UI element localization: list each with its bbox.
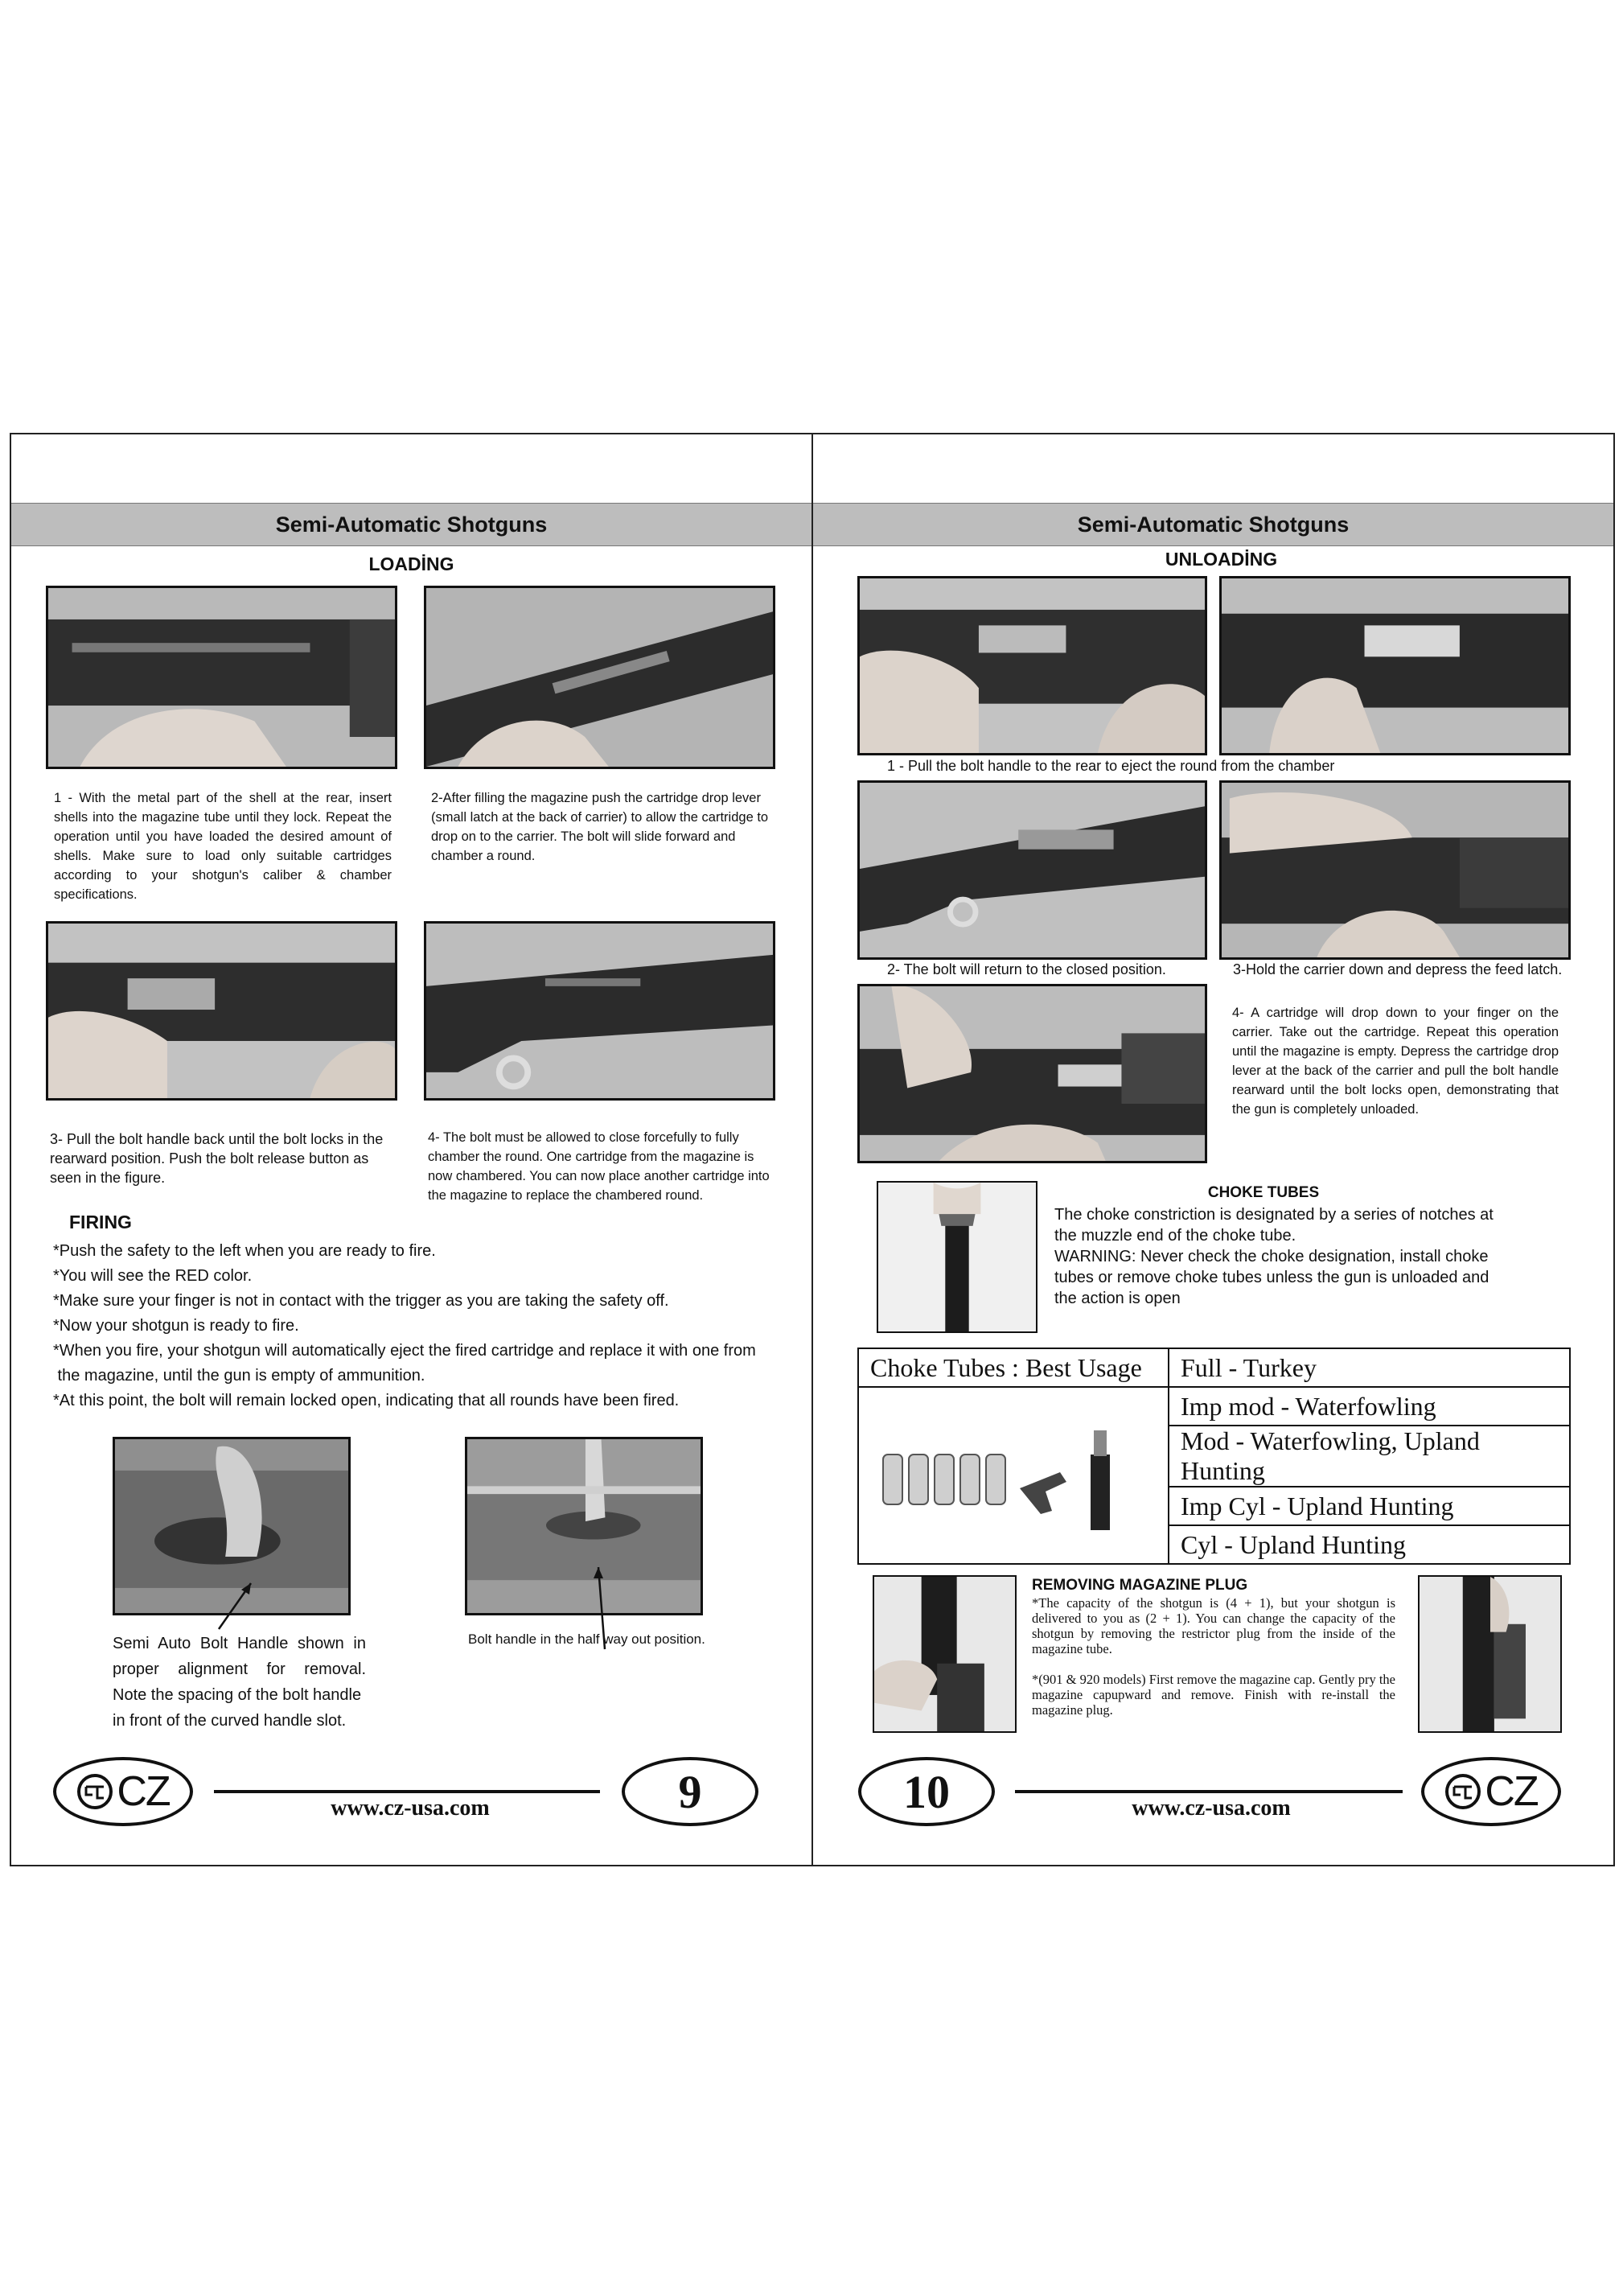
choke-tubes-text [1054, 1204, 1505, 1309]
choke-line-1: The choke constriction is designated by a series of notches at [1054, 1206, 1494, 1224]
firing-line-4: *Now your shotgun is ready to fire. [53, 1317, 299, 1335]
choke-tubes-title: CHOKE TUBES [1207, 1184, 1320, 1201]
photo-unloading-step4 [857, 984, 1207, 1163]
choke-row-imp-cyl: Imp Cyl - Upland Hunting [1169, 1487, 1570, 1525]
firing-line-3: *Make sure your finger is not in contact with the trigger as you are taking the safety off. [53, 1292, 669, 1310]
cz-logo-text-left: CZ [117, 1768, 170, 1815]
choke-row-imp-mod: Imp mod - Waterfowling [1169, 1387, 1570, 1426]
choke-tubes-set-image [859, 1398, 1157, 1546]
cz-logo-text-right: CZ [1485, 1768, 1538, 1815]
choke-line-3: WARNING: Never check the choke designation, install choke [1054, 1248, 1489, 1265]
choke-usage-table [857, 1348, 1571, 1565]
page-number-10 [858, 1757, 995, 1826]
unloading-caption-4: 4- A cartridge will drop down to your finger on the carrier. Take out the cartridge. Repeat this operation until the magazine is empty. Depress the cartridge drop lever at the back of the carrier and pull the bolt handle rearward until the bolt locks open, demonstrating that the gun is completely unloaded. [1232, 1006, 1559, 1117]
left-header-title: Semi-Automatic Shotguns [275, 512, 548, 537]
bolt-caption-right: Bolt handle in the half way out position. [468, 1631, 705, 1647]
photo-choke-tube [877, 1181, 1037, 1333]
photo-magazine-cap [873, 1575, 1017, 1733]
page-number-10-text: 10 [903, 1765, 950, 1818]
loading-title: LOADİNG [368, 553, 454, 574]
photo-magazine-plug [1418, 1575, 1562, 1733]
choke-table-header: Choke Tubes : Best Usage [858, 1348, 1169, 1387]
bolt-caption-left [113, 1631, 366, 1734]
firing-title: FIRING [69, 1212, 132, 1232]
magazine-plug-title: REMOVING MAGAZINE PLUG [1032, 1577, 1248, 1594]
choke-tubes-image-cell [858, 1387, 1169, 1564]
bolt-caption-left-line-2: proper alignment for removal. [113, 1660, 366, 1678]
choke-row-full: Full - Turkey [1169, 1348, 1570, 1387]
photo-unloading-step1a [857, 576, 1207, 755]
choke-line-4: tubes or remove choke tubes unless the gun is unloaded and [1054, 1269, 1489, 1286]
loading-caption-1: 1 - With the metal part of the shell at the rear, insert shells into the magazine tube until they lock. Repeat the operation until you have loaded the desired amount of shells. Make sure to load only suitable cartridges according to your shotgun's caliber & chamber specifications. [54, 791, 392, 902]
choke-row-mod: Mod - Waterfowling, Upland Hunting [1169, 1426, 1570, 1487]
unloading-title: UNLOADİNG [1165, 549, 1278, 570]
magazine-plug-paragraph-1: *The capacity of the shotgun is (4 + 1), but your shotgun is delivered to you as (2 + 1). You can change the capacity of the shotgun by removing the restrictor plug from the inside of the magazine tube. [1032, 1595, 1395, 1656]
bolt-caption-left-line-1: Semi Auto Bolt Handle shown in [113, 1635, 366, 1652]
choke-line-5: the action is open [1054, 1290, 1181, 1307]
firing-line-5: *When you fire, your shotgun will automatically eject the fired cartridge and replace it with one from [53, 1342, 756, 1360]
magazine-plug-paragraph-2: *(901 & 920 models) First remove the magazine cap. Gently pry the magazine capupward and remove. Finish with re-install the magazine plug. [1032, 1672, 1395, 1718]
page-number-9-text: 9 [678, 1765, 702, 1818]
choke-row-cyl: Cyl - Upland Hunting [1169, 1525, 1570, 1564]
firing-line-1: *Push the safety to the left when you are ready to fire. [53, 1242, 436, 1260]
firing-line-6: the magazine, until the gun is empty of ammunition. [53, 1367, 425, 1385]
unloading-caption-3: 3-Hold the carrier down and depress the feed latch. [1233, 961, 1563, 977]
photo-unloading-step3 [1219, 780, 1571, 960]
page-number-9 [622, 1757, 758, 1826]
right-header-title: Semi-Automatic Shotguns [1077, 512, 1350, 537]
loading-caption-2: 2-After filling the magazine push the cartridge drop lever (small latch at the back of carrier) to allow the cartridge to drop on to the carrier. The bolt will slide forward and chamber a round. [431, 791, 769, 863]
photo-unloading-step1b [1219, 576, 1571, 755]
firing-line-7: *At this point, the bolt will remain locked open, indicating that all rounds have been fired. [53, 1392, 680, 1409]
bolt-caption-left-line-3: Note the spacing of the bolt handle [113, 1686, 362, 1704]
cz-emblem-icon [76, 1773, 113, 1810]
right-footer-url[interactable]: www.cz-usa.com [1132, 1796, 1291, 1821]
loading-caption-4: 4- The bolt must be allowed to close forcefully to fully chamber the round. One cartridge from the magazine is now chambered. You can now place another cartridge into the magazine to replace the chambered round. [428, 1130, 770, 1203]
loading-caption-3: 3- Pull the bolt handle back until the bolt locks in the rearward position. Push the bolt release button as seen in the figure. [50, 1131, 384, 1186]
cz-emblem-icon [1444, 1773, 1481, 1810]
choke-line-2: the muzzle end of the choke tube. [1054, 1227, 1296, 1245]
right-footer-rule [1015, 1790, 1403, 1793]
unloading-caption-1: 1 - Pull the bolt handle to the rear to eject the round from the chamber [887, 758, 1335, 774]
left-footer-rule [214, 1790, 600, 1793]
cz-logo-right [1421, 1757, 1561, 1826]
left-footer-url[interactable]: www.cz-usa.com [331, 1796, 490, 1821]
right-header-bar [813, 503, 1613, 546]
bolt-caption-left-line-4: in front of the curved handle slot. [113, 1712, 347, 1730]
unloading-caption-2: 2- The bolt will return to the closed position. [887, 961, 1166, 977]
photo-unloading-step2 [857, 780, 1207, 960]
firing-line-2: *You will see the RED color. [53, 1267, 253, 1285]
cz-logo-left [53, 1757, 193, 1826]
